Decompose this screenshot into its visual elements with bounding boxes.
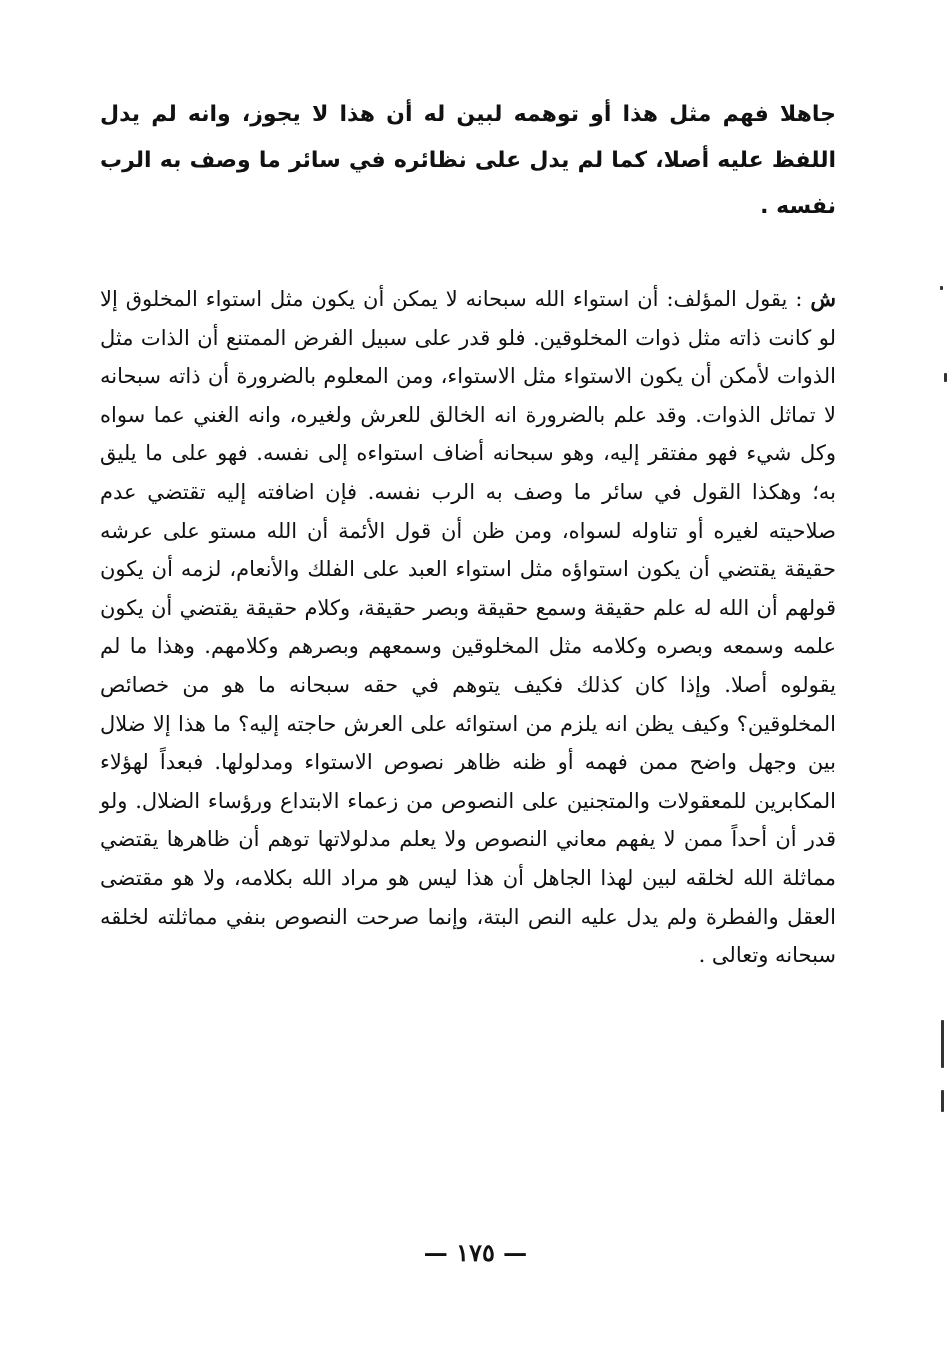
scan-mark bbox=[940, 286, 943, 290]
scan-mark bbox=[941, 1020, 944, 1068]
scan-mark bbox=[941, 1090, 944, 1112]
scan-mark bbox=[944, 373, 947, 382]
bold-paragraph: جاهلا فهم مثل هذا أو توهمه لبين له أن هذا لا يجوز، وانه لم يدل اللفظ عليه أصلا، كما لم يدل على نظائره في سائر ما وصف به الرب نفسه . bbox=[100, 102, 836, 219]
commentary-paragraph bbox=[100, 280, 836, 975]
page-number: — ١٧٥ — bbox=[423, 1238, 528, 1267]
page-text-block bbox=[100, 92, 836, 975]
commentary-marker: ش bbox=[810, 286, 836, 311]
commentary-text: : يقول المؤلف: أن استواء الله سبحانه لا يمكن أن يكون مثل استواء المخلوق إلا لو كانت ذاته مثل ذوات المخلوقين. فلو قدر على سبيل الفرض الممتنع أن الذات مثل الذوات لأمكن أن يكون الاستواء مثل الاستواء، ومن المعلوم بالضرورة أن ذاته سبحانه لا تماثل الذوات. وقد علم بالضرورة انه الخالق للعرش ولغيره، وانه الغني عما سواه وكل شيء فهو مفتقر إليه، وهو سبحانه أضاف استواءه إلى نفسه. فهو على ما يليق به؛ وهكذا القول في سائر ما وصف به الرب نفسه. فإن اضافته إليه تقتضي عدم صلاحيته لغيره أو تناوله لسواه، ومن ظن أن قول الأئمة أن الله مستو على عرشه حقيقة يقتضي أن يكون استواؤه مثل استواء العبد على الفلك والأنعام، لزمه أن يكون قولهم أن الله له علم حقيقة وسمع حقيقة وبصر حقيقة، وكلام حقيقة يقتضي أن يكون علمه وسمعه وبصره وكلامه مثل المخلوقين وسمعهم وبصرهم وكلامهم. وهذا ما لم يقولوه أصلا. وإذا كان كذلك فكيف يتوهم في حقه سبحانه ما هو من خصائص المخلوقين؟ وكيف يظن انه يلزم من استوائه على العرش حاجته إليه؟ ما هذا إلا ضلال بين وجهل واضح ممن فهمه أو ظنه ظاهر نصوص الاستواء ومدلولها. فبعداً لهؤلاء المكابرين للمعقولات والمتجنين على النصوص من زعماء الابتداع ورؤساء الضلال. ولو قدر أن أحداً ممن لا يفهم معاني النصوص ولا يعلم مدلولاتها توهم أن ظاهرها يقتضي مماثلة الله لخلقه لبين لهذا الجاهل أن هذا ليس هو مراد الله بكلامه، ولا هو مقتضى العقل والفطرة ولم يدل عليه النص البتة، وإنما صرحت النصوص بنفي مماثلته لخلقه سبحانه وتعالى . bbox=[100, 287, 836, 968]
